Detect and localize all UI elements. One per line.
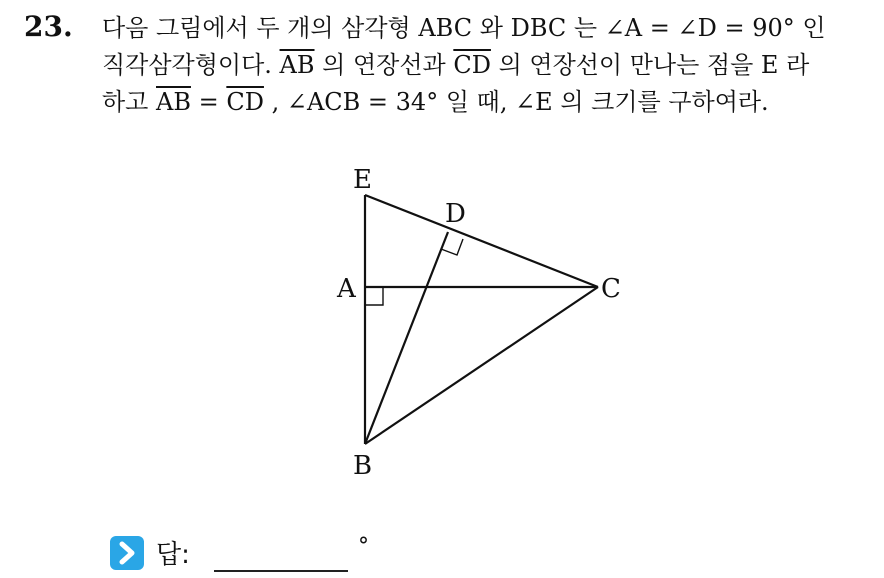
chevron-right-icon [110, 536, 144, 570]
text-segment: = [190, 88, 227, 116]
text-segment: 의 연장선과 [314, 51, 454, 79]
answer-unit: ° [358, 534, 369, 559]
answer-area [110, 532, 510, 572]
question-number: 23. [24, 10, 73, 43]
segment-cd-overline: $\overline{CD}$ [453, 51, 491, 79]
label-a: A [337, 274, 356, 304]
segment-cd-overline: $\overline{CD}$ [226, 88, 264, 116]
question-line-1: 다음 그림에서 두 개의 삼각형 ABC 와 DBC 는 ∠A = ∠D = 90° 인 [102, 14, 826, 42]
text-segment: 하고 [102, 88, 156, 116]
segment-ab-overline: $\overline{AB}$ [156, 88, 191, 116]
answer-label: 답: [156, 540, 190, 570]
label-d: D [445, 199, 466, 229]
segment-bc [365, 287, 598, 444]
answer-blank[interactable] [214, 570, 348, 572]
segment-ec [365, 195, 598, 287]
text-segment: 직각삼각형이다. [102, 51, 280, 79]
right-angle-mark-a [365, 287, 383, 305]
label-e: E [353, 165, 372, 195]
label-c: C [601, 274, 621, 304]
segment-bd [365, 232, 448, 444]
segment-ab-overline: $\overline{AB}$ [279, 51, 315, 79]
text-segment: , ∠ACB = 34° 일 때, ∠E 의 크기를 구하여라. [263, 88, 769, 116]
label-b: B [353, 451, 373, 481]
text-segment: 의 연장선이 만나는 점을 E 라 [490, 51, 810, 79]
